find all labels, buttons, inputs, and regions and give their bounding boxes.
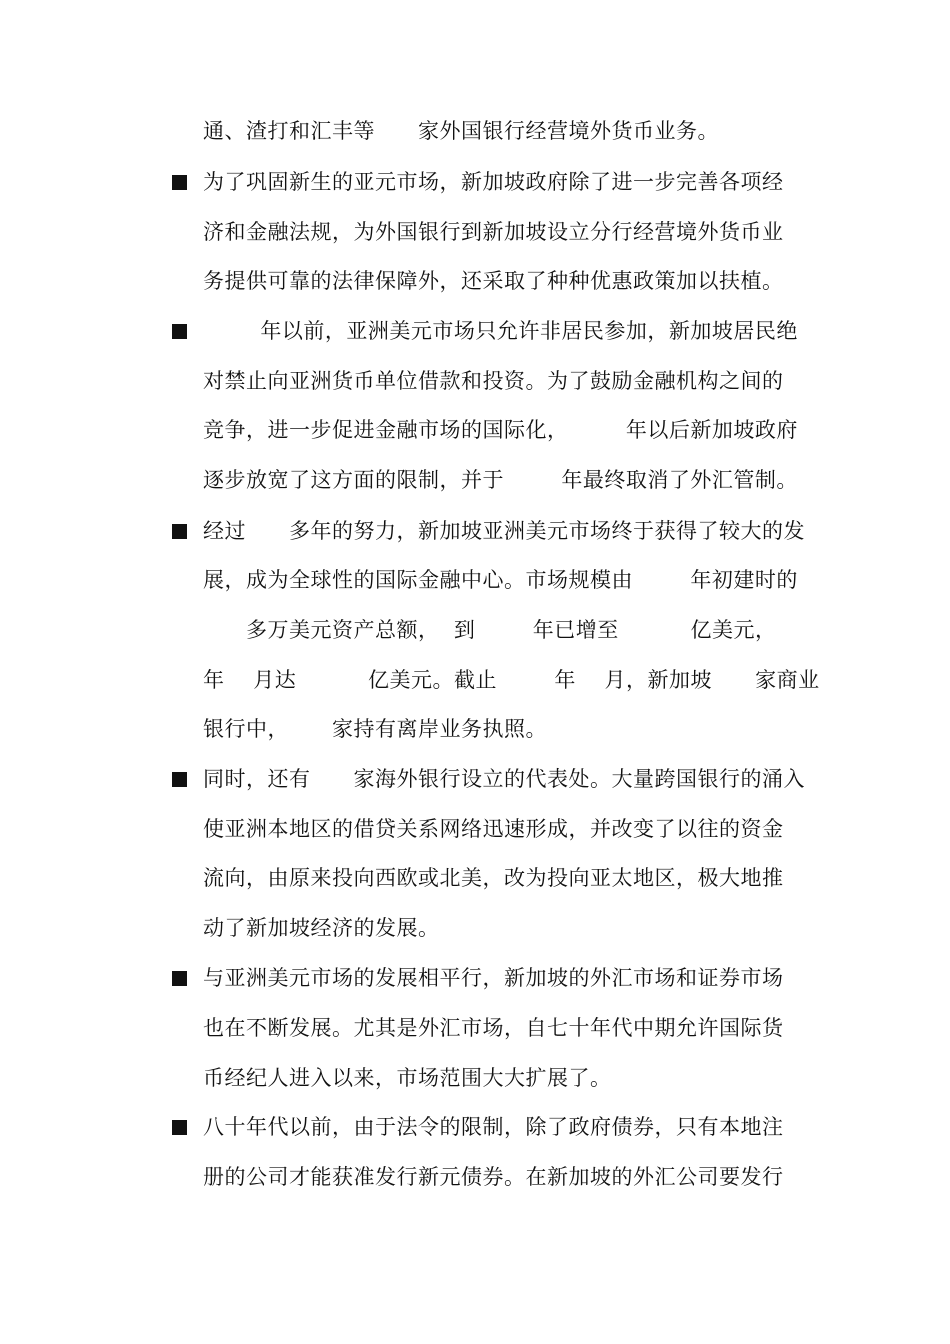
paragraph-line: 动了新加坡经济的发展。: [203, 916, 440, 940]
paragraph-line: 逐步放宽了这方面的限制，并于 年最终取消了外汇管制。: [203, 468, 798, 492]
paragraph-line: 也在不断发展。尤其是外汇市场，自七十年代中期允许国际货: [203, 1016, 784, 1040]
square-bullet-icon: [172, 772, 187, 787]
paragraph-line: 同时，还有 家海外银行设立的代表处。大量跨国银行的涌入: [203, 767, 806, 791]
paragraph-line: 银行中， 家持有离岸业务执照。: [203, 717, 548, 741]
paragraph-line: 年 月达 亿美元。截止 年 月，新加坡 家商业: [203, 668, 820, 692]
square-bullet-icon: [172, 524, 187, 539]
paragraph-line: 展，成为全球性的国际金融中心。市场规模由 年初建时的: [203, 568, 798, 592]
continuation-line: 通、渣打和汇丰等 家外国银行经营境外货币业务。: [203, 119, 720, 143]
paragraph-line: 八十年代以前，由于法令的限制，除了政府债券，只有本地注: [203, 1115, 784, 1139]
paragraph-line: 与亚洲美元市场的发展相平行，新加坡的外汇市场和证券市场: [203, 966, 784, 990]
paragraph-line: 使亚洲本地区的借贷关系网络迅速形成，并改变了以往的资金: [203, 817, 784, 841]
paragraph-line: 经过 多年的努力，新加坡亚洲美元市场终于获得了较大的发: [203, 519, 806, 543]
paragraph-line: 年以前，亚洲美元市场只允许非居民参加，新加坡居民绝: [203, 319, 798, 343]
square-bullet-icon: [172, 175, 187, 190]
paragraph-line: 多万美元资产总额， 到 年已增至 亿美元，: [203, 618, 777, 642]
paragraph-line: 币经纪人进入以来，市场范围大大扩展了。: [203, 1066, 612, 1090]
square-bullet-icon: [172, 324, 187, 339]
square-bullet-icon: [172, 1120, 187, 1135]
paragraph-line: 竞争，进一步促进金融市场的国际化， 年以后新加坡政府: [203, 418, 798, 442]
paragraph-line: 务提供可靠的法律保障外，还采取了种种优惠政策加以扶植。: [203, 269, 784, 293]
square-bullet-icon: [172, 971, 187, 986]
paragraph-line: 为了巩固新生的亚元市场，新加坡政府除了进一步完善各项经: [203, 170, 784, 194]
paragraph-line: 对禁止向亚洲货币单位借款和投资。为了鼓励金融机构之间的: [203, 369, 784, 393]
paragraph-line: 流向，由原来投向西欧或北美，改为投向亚太地区，极大地推: [203, 866, 784, 890]
paragraph-line: 册的公司才能获准发行新元债券。在新加坡的外汇公司要发行: [203, 1165, 784, 1189]
paragraph-line: 济和金融法规，为外国银行到新加坡设立分行经营境外货币业: [203, 220, 784, 244]
